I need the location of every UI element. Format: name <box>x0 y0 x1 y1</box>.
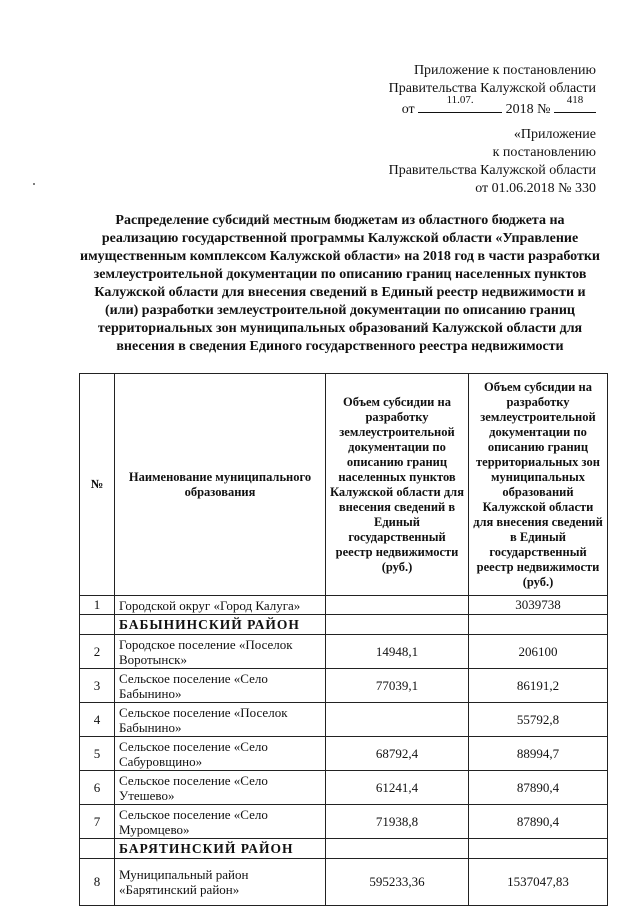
district-name: БАБЫНИНСКИЙ РАЙОН <box>115 615 326 635</box>
original-appendix-line-4: от 01.06.2018 № 330 <box>475 181 596 196</box>
row-number: 7 <box>80 805 115 839</box>
row-name: Сельское поселение «Село Муромцево» <box>115 805 326 839</box>
row-volume-2: 3039738 <box>469 596 608 615</box>
number-field <box>554 94 596 113</box>
table-row <box>80 669 608 703</box>
original-appendix-line-3: Правительства Калужской области <box>388 163 596 178</box>
row-volume-1 <box>326 596 469 615</box>
date-field <box>418 94 502 113</box>
appendix-date-line <box>389 94 596 119</box>
row-number: 4 <box>80 703 115 737</box>
header-volume-settlements: Объем субсидии на разработку землеустроительной документации по описанию границ населенных пунктов Калужской области для внесения сведений в Единый государственный реестр недвижимости (руб.) <box>326 374 469 596</box>
row-name: Сельское поселение «Село Утешево» <box>115 771 326 805</box>
appendix-line-1: Приложение к постановлению <box>413 63 596 78</box>
table-row <box>80 737 608 771</box>
header-number: № <box>80 374 115 596</box>
row-volume-1: 595233,36 <box>326 859 469 906</box>
row-volume-1 <box>326 703 469 737</box>
row-volume-2: 86191,2 <box>469 669 608 703</box>
row-name: Городское поселение «Поселок Воротынск» <box>115 635 326 669</box>
table-row <box>80 596 608 615</box>
table-row <box>80 859 608 906</box>
row-name: Городской округ «Город Калуга» <box>115 596 326 615</box>
table-row <box>80 703 608 737</box>
table-header-row <box>80 374 608 596</box>
original-appendix-line-1: «Приложение <box>513 127 596 142</box>
handwritten-date: 11.07. <box>446 94 474 106</box>
row-number: 8 <box>80 859 115 906</box>
row-volume-1: 61241,4 <box>326 771 469 805</box>
district-name: БАРЯТИНСКИЙ РАЙОН <box>115 839 326 859</box>
table-row <box>80 635 608 669</box>
row-number: 6 <box>80 771 115 805</box>
row-name: Муниципальный район «Барятинский район» <box>115 859 326 906</box>
handwritten-number: 418 <box>566 94 584 106</box>
row-volume-2: 1537047,83 <box>469 859 608 906</box>
document-title: Распределение субсидий местным бюджетам из областного бюджета на реализацию государственной программы Калужской области «Управление имущественным комплексом Калужской области» на 2018 год в части разработки землеустроительной документации по описанию границ населенных пунктов Калужской области для внесения сведений в Единый реестр недвижимости и (или) разработки землеустроительной документации по описанию границ территориальных зон муниципальных образований Калужской области для внесения в сведения Единого государственного реестра недвижимости <box>80 213 600 354</box>
from-label: от <box>401 102 415 117</box>
row-volume-2: 87890,4 <box>469 771 608 805</box>
table-row <box>80 805 608 839</box>
year-label: 2018 № <box>505 102 551 117</box>
original-appendix-header <box>389 126 596 198</box>
row-volume-2: 88994,7 <box>469 737 608 771</box>
row-number: 3 <box>80 669 115 703</box>
row-name: Сельское поселение «Поселок Бабынино» <box>115 703 326 737</box>
row-name: Сельское поселение «Село Сабуровщино» <box>115 737 326 771</box>
row-number: 5 <box>80 737 115 771</box>
row-number: 2 <box>80 635 115 669</box>
scan-speck <box>33 183 35 185</box>
row-volume-1: 77039,1 <box>326 669 469 703</box>
header-municipality: Наименование муниципального образования <box>115 374 326 596</box>
district-row <box>80 615 608 635</box>
row-volume-2: 206100 <box>469 635 608 669</box>
row-volume-1: 68792,4 <box>326 737 469 771</box>
header-volume-zones: Объем субсидии на разработку землеустроительной документации по описанию границ территориальных зон муниципальных образований Калужской области для внесения сведений в Единый государственный реестр недвижимости (руб.) <box>469 374 608 596</box>
row-volume-2: 87890,4 <box>469 805 608 839</box>
row-name: Сельское поселение «Село Бабынино» <box>115 669 326 703</box>
appendix-line-2: Правительства Калужской области <box>388 81 596 96</box>
row-number: 1 <box>80 596 115 615</box>
appendix-header <box>389 62 596 119</box>
row-volume-2: 55792,8 <box>469 703 608 737</box>
district-row <box>80 839 608 859</box>
original-appendix-line-2: к постановлению <box>492 145 596 160</box>
row-volume-1: 71938,8 <box>326 805 469 839</box>
table-row <box>80 771 608 805</box>
row-volume-1: 14948,1 <box>326 635 469 669</box>
subsidy-table <box>79 373 608 906</box>
